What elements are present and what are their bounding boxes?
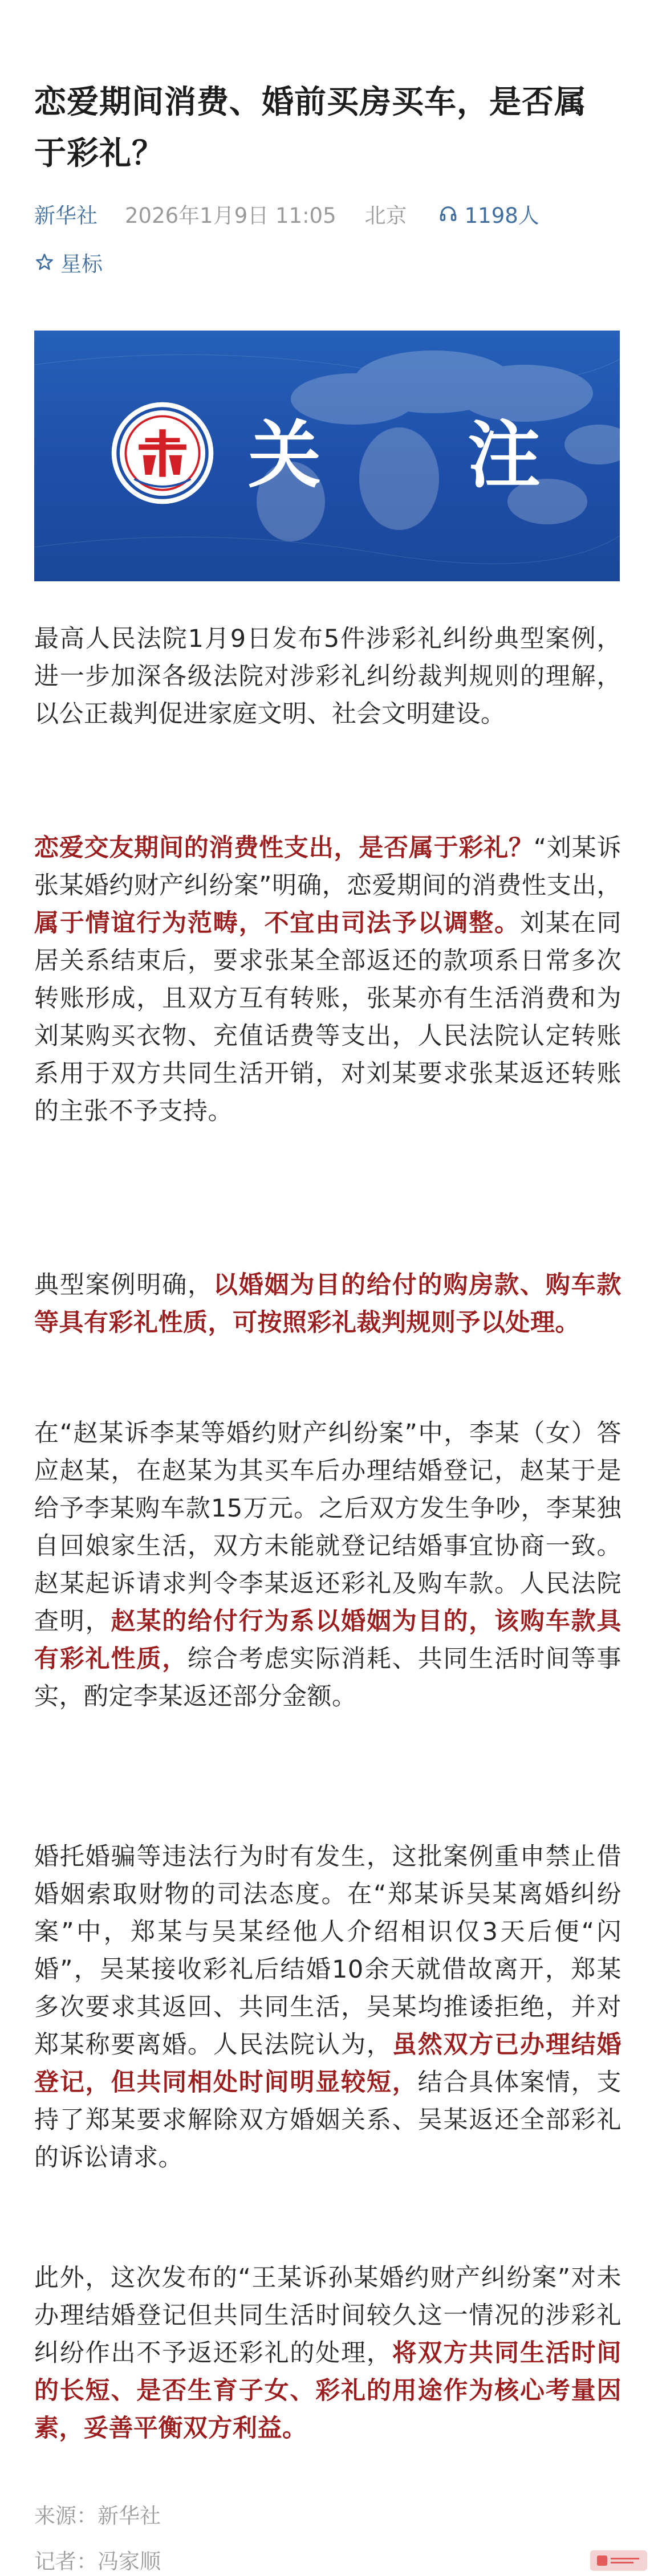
footer-reporter: 记者：冯家顺 [34,2549,161,2574]
article-source[interactable]: 新华社 [34,203,98,228]
headphone-icon [438,204,458,223]
paragraph-house-car [34,1266,621,1342]
highlight-ruling: 属于情谊行为范畴，不宜由司法予以调整。 [34,909,520,938]
banner-char-guan: 关 [248,413,322,498]
paragraph-text: “刘某诉张某婚约财产纠纷案”明确，恋爱期间的消费性支出， [34,834,621,900]
listener-count: 1198人 [464,203,539,228]
article-meta [34,199,539,228]
paragraph-text: 刘某在同居关系结束后，要求张某全部返还的款项系日常多次转账形成，且双方互有转账，张某亦有生活消费和为刘某购买衣物、充值话费等支出，人民法院认定转账系用于双方共同生活开销，对刘某要求张某返还转账的主张不予支持。 [34,909,622,1126]
paragraph-text: 结合具体案情，支持了郑某要求解除双方婚姻关系、吴某返还全部彩礼的诉讼请求。 [34,2068,622,2172]
focus-banner [34,331,620,581]
paragraph-text: 综合考虑实际消耗、共同生活时间等事实，酌定李某返还部分金额。 [34,1645,622,1711]
article-date: 2026年1月9日 11:05 [125,203,336,228]
star-icon [34,252,55,272]
xinhua-logo-icon [108,399,217,507]
highlight-ruling: 虽然双方已办理结婚登记，但共同相处时间明显较短， [34,2031,622,2097]
favorite-button[interactable] [34,248,103,276]
article-title: 恋爱期间消费、婚前买房买车，是否属于彩礼？ [34,84,587,172]
paragraph-text: 婚托婚骗等违法行为时有发生，这批案例重申禁止借婚姻索取财物的司法态度。在“郑某诉吴某离婚纠纷案”中，郑某与吴某经他人介绍相识仅3天后便“闪婚”，吴某接收彩礼后结婚10余天就借故离开，郑某多次要求其返回、共同生活，吴某均推诿拒绝，并对郑某称要离婚。人民法院认为， [34,1843,621,2059]
highlight-ruling: 将双方共同生活时间的长短、是否生育子女、彩礼的用途作为核心考量因素，妥善平衡双方利益。 [34,2339,622,2443]
highlight-ruling: 以婚姻为目的给付的购房款、购车款等具有彩礼性质，可按照彩礼裁判规则予以处理。 [34,1271,622,1337]
paragraph-wang-case [34,2259,621,2447]
footer-source: 来源：新华社 [34,2504,161,2528]
paragraph-text: 在“赵某诉李某等婚约财产纠纷案”中，李某（女）答应赵某，在赵某为其买车后办理结婚登记，赵某于是给予李某购车款15万元。之后双方发生争吵，李某独自回娘家生活，双方未能就登记结婚事宜协商一致。赵某起诉请求判令李某返还彩礼及购车款。人民法院查明， [34,1419,621,1636]
paragraph-intro: 最高人民法院1月9日发布5件涉彩礼纠纷典型案例，进一步加深各级法院对涉彩礼纠纷裁判规则的理解，以公正裁判促进家庭文明、社会文明建设。 [34,625,621,728]
listen-button[interactable] [438,198,539,229]
paragraph-text: 典型案例明确， [34,1271,213,1299]
paragraph-zheng-case [34,1838,621,2176]
favorite-label: 星标 [60,252,103,276]
paragraph-text: 此外，这次发布的“王某诉孙某婚约财产纠纷案”对未办理结婚登记但共同生活时间较久这一情况的涉彩礼纠纷作出不予返还彩礼的处理， [34,2264,621,2367]
paragraph-zhao-case [34,1415,621,1715]
highlight-question: 恋爱交友期间的消费性支出，是否属于彩礼？ [34,834,534,862]
watermark-logo-icon [590,2550,647,2571]
article-location: 北京 [364,203,407,228]
banner-char-zhu: 注 [468,413,541,498]
highlight-ruling: 赵某的给付行为系以婚姻为目的，该购车款具有彩礼性质， [34,1607,622,1673]
paragraph-consumption [34,829,621,1130]
